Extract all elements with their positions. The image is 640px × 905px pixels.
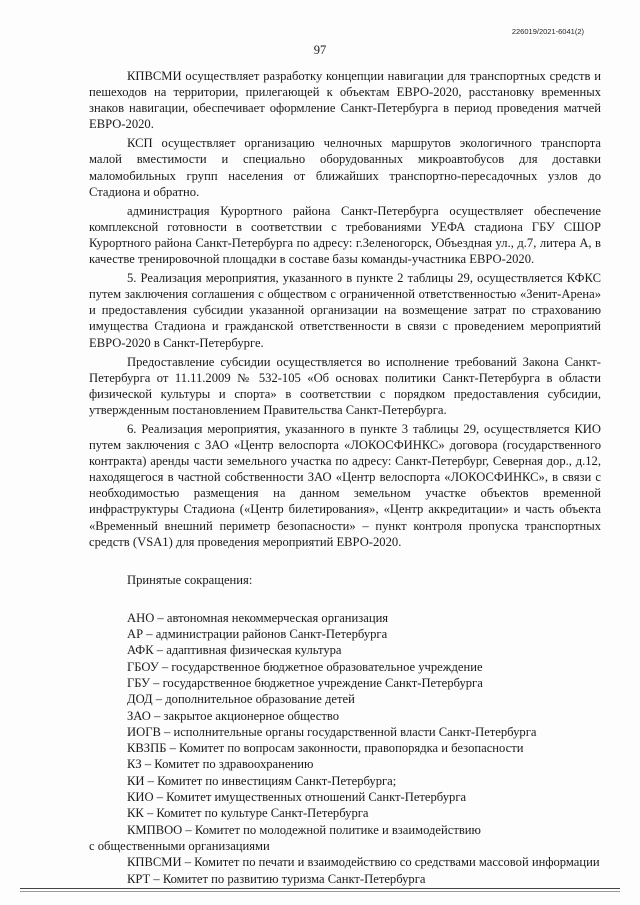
abbreviation-item: КИО – Комитет имущественных отношений Санкт-Петербурга bbox=[127, 790, 467, 805]
document-id: 226019/2021-6041(2) bbox=[511, 27, 584, 36]
abbreviation-item: ГБОУ – государственное бюджетное образовательное учреждение bbox=[127, 659, 483, 674]
abbreviation-item: ИОГВ – исполнительные органы государственной власти Санкт-Петербурга bbox=[127, 724, 537, 739]
paragraph: 5. Реализация мероприятия, указанного в пункте 2 таблицы 29, осуществляется КФКС путем заключения соглашения с обществом с ограниченной ответственностью «Зенит-Арена» и предоставления субсидии указанной организации на возмещение затрат по страхованию имущества Стадиона и гражданской ответственности в связи с проведением мероприятий ЕВРО-2020 в Санкт-Петербурге. bbox=[89, 271, 601, 350]
abbreviation-item: ГБУ – государственное бюджетное учреждение Санкт-Петербурга bbox=[127, 676, 483, 690]
paragraph: КПВСМИ осуществляет разработку концепции навигации для транспортных средств и пешеходов на территории, прилегающей к объектам ЕВРО-2020, расстановку временных знаков навигации, обеспечивает оформление Санкт-Петербурга в период проведения матчей ЕВРО-2020. bbox=[89, 69, 601, 132]
abbreviation-item bbox=[89, 822, 601, 855]
paragraph: Предоставление субсидии осуществляется во исполнение требований Закона Санкт-Петербурга от 11.11.2009 № 532-105 «Об основах политики Санкт-Петербурга в области физической культуры и спорта» в соответствии с порядком предоставления субсидии, утвержденным постановлением Правительства Санкт-Петербурга. bbox=[89, 354, 601, 417]
paragraph: 6. Реализация мероприятия, указанного в пункте 3 таблицы 29, осуществляется КИО путем заключения с ЗАО «Центр велоспорта «ЛОКОСФИНКС» договора (государственного контракта) аренды части земельного участка по адресу: Санкт-Петербург, Северная дор., д.12, находящегося в частной собственности ЗАО «Центр велоспорта «ЛОКОСФИНКС», в связи с необходимостью размещения на данном земельном участке объектов временной инфраструктуры Стадиона («Центр билетирования», «Центр аккредитации» и часть объекта «Временный внешний периметр безопасности» – пункт контроля пропуска транспортных средств (VSA1) для проведения мероприятий ЕВРО-2020. bbox=[89, 421, 601, 549]
scan-edge-line bbox=[20, 888, 620, 889]
abbreviations-heading: Принятые сокращения: bbox=[127, 572, 253, 587]
abbreviation-item: КПВСМИ – Комитет по печати и взаимодействию со средствами массовой информации bbox=[127, 855, 600, 870]
abbreviation-item: КК – Комитет по культуре Санкт-Петербурга bbox=[127, 806, 369, 821]
scan-edge-line bbox=[20, 891, 620, 892]
abbreviation-item: ЗАО – закрытое акционерное общество bbox=[127, 708, 340, 723]
abbreviation-continuation: с общественными организациями bbox=[89, 838, 270, 853]
abbreviation-item: КЗ – Комитет по здравоохранению bbox=[127, 757, 314, 772]
page-number: 97 bbox=[313, 43, 327, 57]
abbreviation-item: АФК – адаптивная физическая культура bbox=[127, 643, 342, 658]
paragraph: КСП осуществляет организацию челночных маршрутов экологичного транспорта малой вместимости и специально оборудованных микроавтобусов для доставки маломобильных групп населения от ближайших транспортно-пересадочных узлов до Стадиона и обратно. bbox=[89, 136, 601, 199]
document-body bbox=[89, 68, 601, 887]
abbreviation-item: ДОД – дополнительное образование детей bbox=[127, 692, 355, 707]
abbreviation-item: КВЗПБ – Комитет по вопросам законности, правопорядка и безопасности bbox=[127, 741, 524, 756]
abbreviation-text: КМПВОО – Комитет по молодежной политике и взаимодействию bbox=[127, 822, 481, 837]
paragraph: администрация Курортного района Санкт-Петербурга осуществляет обеспечение комплексной готовности в соответствии с требованиями УЕФА стадиона ГБУ СШОР Курортного района Санкт-Петербурга по адресу: г.Зеленогорск, Объездная ул., д.7, литера А, в качестве тренировочной площадки в составе базы команды-участника ЕВРО-2020. bbox=[89, 203, 601, 267]
abbreviation-item: АР – администрации районов Санкт-Петербурга bbox=[127, 627, 388, 642]
abbreviation-item: КРТ – Комитет по развитию туризма Санкт-Петербурга bbox=[127, 871, 426, 886]
abbreviations-list bbox=[89, 610, 601, 887]
abbreviation-item: АНО – автономная некоммерческая организация bbox=[127, 610, 389, 625]
abbreviation-item: КИ – Комитет по инвестициям Санкт-Петербурга; bbox=[127, 773, 397, 788]
